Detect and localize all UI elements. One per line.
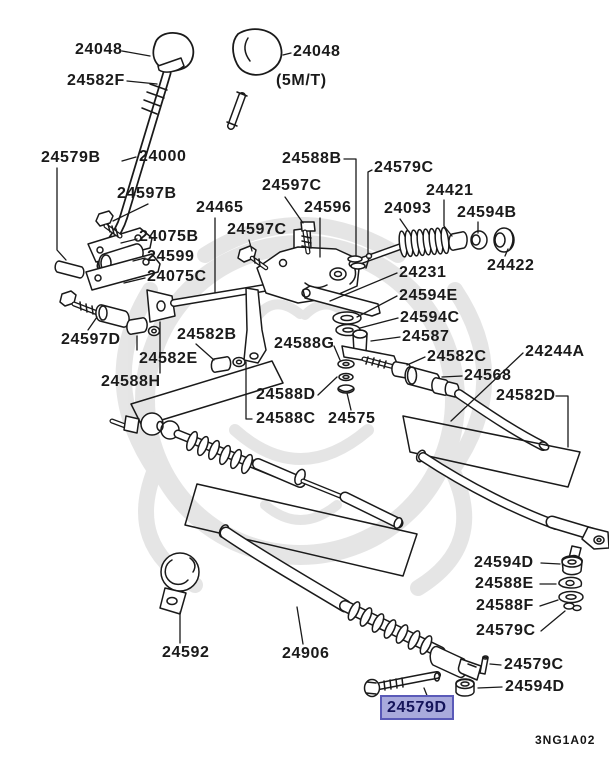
part-label-24597B[interactable]: 24597B bbox=[117, 185, 177, 202]
part-label-24597C[interactable]: 24597C bbox=[227, 221, 287, 238]
part-label-24594B[interactable]: 24594B bbox=[457, 204, 517, 221]
part-label-24587[interactable]: 24587 bbox=[402, 328, 450, 345]
part-label-24422[interactable]: 24422 bbox=[487, 257, 535, 274]
part-label-24048[interactable]: 24048 bbox=[75, 41, 123, 58]
variant-note: (5M/T) bbox=[276, 72, 327, 89]
part-label-24592[interactable]: 24592 bbox=[162, 644, 210, 661]
part-label-24588F[interactable]: 24588F bbox=[476, 597, 534, 614]
part-label-24465[interactable]: 24465 bbox=[196, 199, 244, 216]
part-label-24599[interactable]: 24599 bbox=[147, 248, 195, 265]
part-label-24579C[interactable]: 24579C bbox=[504, 656, 564, 673]
part-label-24048[interactable]: 24048 bbox=[293, 43, 341, 60]
part-label-24596[interactable]: 24596 bbox=[304, 199, 352, 216]
part-label-24582D[interactable]: 24582D bbox=[496, 387, 556, 404]
part-label-24231[interactable]: 24231 bbox=[399, 264, 447, 281]
part-label-24597C[interactable]: 24597C bbox=[262, 177, 322, 194]
part-label-24582B[interactable]: 24582B bbox=[177, 326, 237, 343]
part-label-24421[interactable]: 24421 bbox=[426, 182, 474, 199]
part-label-24588B[interactable]: 24588B bbox=[282, 150, 342, 167]
part-label-24075C[interactable]: 24075C bbox=[147, 268, 207, 285]
part-label-24906[interactable]: 24906 bbox=[282, 645, 330, 662]
part-label-24594C[interactable]: 24594C bbox=[400, 309, 460, 326]
part-label-24594E[interactable]: 24594E bbox=[399, 287, 458, 304]
part-label-24597D[interactable]: 24597D bbox=[61, 331, 121, 348]
part-label-24594D[interactable]: 24594D bbox=[505, 678, 565, 695]
part-label-24579C[interactable]: 24579C bbox=[374, 159, 434, 176]
part-label-24093[interactable]: 24093 bbox=[384, 200, 432, 217]
part-label-24579C[interactable]: 24579C bbox=[476, 622, 536, 639]
part-label-24000[interactable]: 24000 bbox=[139, 148, 187, 165]
part-label-24588G[interactable]: 24588G bbox=[274, 335, 335, 352]
part-label-24582F[interactable]: 24582F bbox=[67, 72, 125, 89]
part-label-24579D-selected[interactable]: 24579D bbox=[380, 695, 454, 720]
part-label-24588D[interactable]: 24588D bbox=[256, 386, 316, 403]
drawing-code: 3NG1A02 bbox=[535, 733, 596, 747]
part-label-24575[interactable]: 24575 bbox=[328, 410, 376, 427]
part-label-24075B[interactable]: 24075B bbox=[139, 228, 199, 245]
part-label-24588C[interactable]: 24588C bbox=[256, 410, 316, 427]
part-label-24579B[interactable]: 24579B bbox=[41, 149, 101, 166]
part-label-24582C[interactable]: 24582C bbox=[427, 348, 487, 365]
part-label-24582E[interactable]: 24582E bbox=[139, 350, 198, 367]
part-label-24594D[interactable]: 24594D bbox=[474, 554, 534, 571]
part-label-24244A[interactable]: 24244A bbox=[525, 343, 585, 360]
part-label-24588E[interactable]: 24588E bbox=[475, 575, 534, 592]
part-label-24588H[interactable]: 24588H bbox=[101, 373, 161, 390]
part-label-24568[interactable]: 24568 bbox=[464, 367, 512, 384]
